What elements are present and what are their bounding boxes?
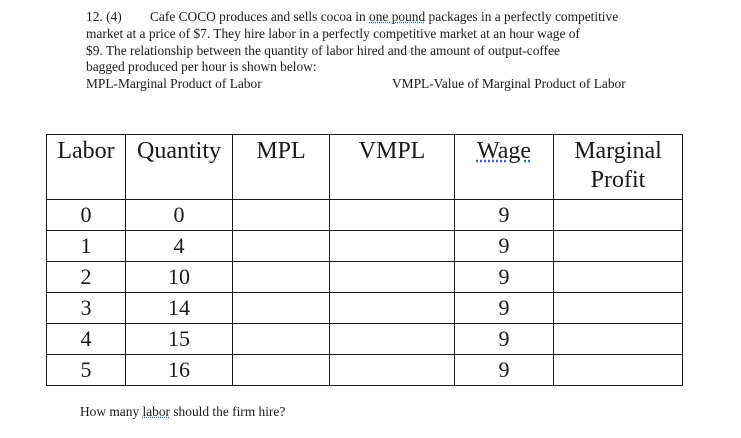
question-text [86, 9, 726, 93]
labor-cell: 3 [47, 293, 126, 324]
wage-cell: 9 [455, 231, 554, 262]
header-wage: Wage [455, 135, 554, 200]
vmpl-definition: VMPL-Value of Marginal Product of Labor [392, 76, 626, 92]
table-body [47, 200, 683, 386]
mpl-cell [233, 324, 330, 355]
table-row [47, 200, 683, 231]
wage-cell: 9 [455, 293, 554, 324]
mpl-cell [233, 200, 330, 231]
labor-table [46, 134, 683, 386]
vmpl-cell [330, 355, 455, 386]
question-line-2: market at a price of $7. They hire labor in a perfectly competitive market at an hour wage of [86, 25, 580, 41]
footer-text-part: How many [80, 404, 143, 419]
vmpl-cell [330, 231, 455, 262]
marginal-profit-cell [554, 262, 683, 293]
labor-cell: 0 [47, 200, 126, 231]
marginal-profit-cell [554, 200, 683, 231]
vmpl-cell [330, 262, 455, 293]
quantity-cell: 16 [126, 355, 233, 386]
mpl-cell [233, 293, 330, 324]
quantity-cell: 15 [126, 324, 233, 355]
wage-cell: 9 [455, 200, 554, 231]
labor-cell: 4 [47, 324, 126, 355]
question-text-part: packages in a perfectly competitive [425, 9, 619, 24]
mpl-definition: MPL-Marginal Product of Labor [86, 76, 262, 92]
table-row [47, 324, 683, 355]
mpl-cell [233, 231, 330, 262]
question-number: 12. (4) [86, 9, 122, 24]
footer-text-part: should the firm hire? [170, 404, 286, 419]
quantity-cell: 10 [126, 262, 233, 293]
spellcheck-underlined-text: labor [142, 404, 170, 419]
labor-cell: 2 [47, 262, 126, 293]
spellcheck-underlined-text: one pound [369, 9, 426, 24]
wage-cell: 9 [455, 355, 554, 386]
marginal-profit-cell [554, 231, 683, 262]
mpl-cell [233, 262, 330, 293]
quantity-cell: 0 [126, 200, 233, 231]
marginal-profit-cell [554, 324, 683, 355]
wage-cell: 9 [455, 324, 554, 355]
definitions [86, 76, 726, 93]
quantity-cell: 14 [126, 293, 233, 324]
question-text-part: Cafe COCO produces and sells cocoa in [150, 9, 370, 24]
follow-up-question [80, 404, 285, 420]
labor-cell: 5 [47, 355, 126, 386]
marginal-profit-cell [554, 355, 683, 386]
table-row [47, 262, 683, 293]
question-line-4: bagged produced per hour is shown below: [86, 59, 317, 75]
quantity-cell: 4 [126, 231, 233, 262]
question-line-1 [86, 9, 726, 26]
table-row [47, 231, 683, 262]
mpl-cell [233, 355, 330, 386]
table-header-row [47, 135, 683, 200]
header-marginal-profit: Marginal Profit [554, 135, 683, 200]
wage-cell: 9 [455, 262, 554, 293]
marginal-profit-cell [554, 293, 683, 324]
question-line-3: $9. The relationship between the quantity of labor hired and the amount of output-coffee [86, 42, 560, 58]
vmpl-cell [330, 200, 455, 231]
table-row [47, 355, 683, 386]
header-mpl: MPL [233, 135, 330, 200]
vmpl-cell [330, 324, 455, 355]
table-row [47, 293, 683, 324]
header-labor: Labor [47, 135, 126, 200]
header-quantity: Quantity [126, 135, 233, 200]
labor-cell: 1 [47, 231, 126, 262]
header-vmpl: VMPL [330, 135, 455, 200]
vmpl-cell [330, 293, 455, 324]
